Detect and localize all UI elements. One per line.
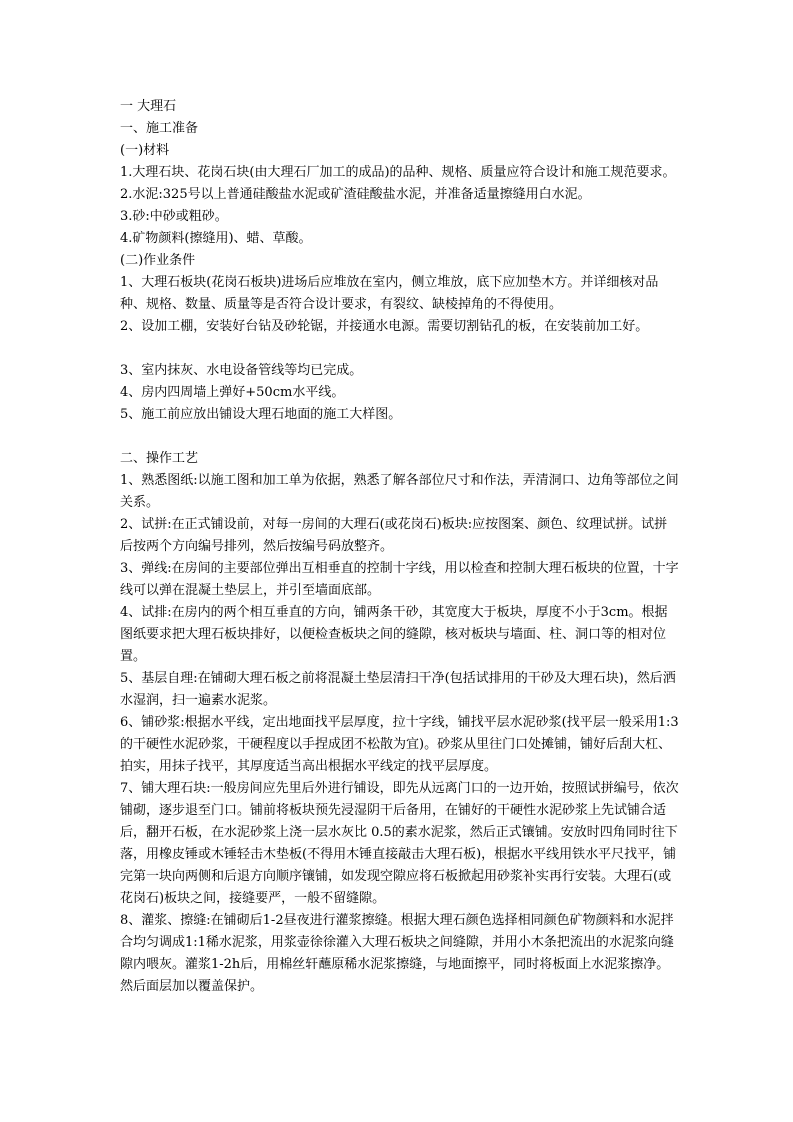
- materials-item: 2.水泥:325号以上普通硅酸盐水泥或矿渣硅酸盐水泥，并准备适量擦缝用白水泥。: [120, 187, 591, 202]
- process-step: 6、铺砂浆:根据水平线，定出地面找平层厚度，拉十字线，铺找平层水泥砂浆(找平层一般采用1:3的干硬性水泥砂浆，干硬程度以手捏成团不松散为宜)。砂浆从里往门口处摊铺，铺好后刮大杠、拍实，用抹子找平，其厚度适当高出根据水平线定的找平层厚度。: [120, 715, 679, 774]
- process-step: 5、基层自理:在铺砌大理石板之前将混凝土垫层清扫干净(包括试排用的干砂及大理石块)，然后洒水湿润，扫一遍素水泥浆。: [120, 671, 676, 708]
- process-step: 8、灌浆、擦缝:在铺砌后1-2昼夜进行灌浆擦缝。根据大理石颜色选择相同颜色矿物颜料和水泥拌合均匀调成1:1稀水泥浆，用浆壶徐徐灌入大理石板块之间缝隙，并用小木条把流出的水泥浆向缝隙内喂灰。灌浆1-2h后，用棉丝轩蘸原稀水泥浆擦缝，与地面擦平，同时将板面上水泥浆擦净。然后面层加以覆盖保护。: [120, 913, 674, 994]
- conditions-item: 1、大理石板块(花岗石板块)进场后应堆放在室内，侧立堆放，底下应加垫木方。并详细核对品种、规格、数量、质量等是否符合设计要求，有裂纹、缺棱掉角的不得使用。: [120, 275, 659, 312]
- conditions-item: 4、房内四周墙上弹好+50cm水平线。: [120, 385, 345, 400]
- section-heading-process: 二、操作工艺: [120, 451, 199, 466]
- subsection-heading-conditions: (二)作业条件: [120, 253, 196, 268]
- process-step: 2、试拼:在正式铺设前，对每一房间的大理石(或花岗石)板块:应按图案、颜色、纹理试拼。试拼后按两个方向编号排列，然后按编号码放整齐。: [120, 517, 668, 554]
- document-body: [120, 96, 680, 998]
- process-step: 7、铺大理石块:一般房间应先里后外进行铺设，即先从远离门口的一边开始，按照试拼编号，依次铺砌，逐步退至门口。铺前将板块预先浸湿阴干后备用，在铺好的干硬性水泥砂浆上先试铺合适后，翻开石板，在水泥砂浆上浇一层水灰比 0.5的素水泥浆，然后正式镶铺。安放时四角同时往下落，用橡皮锤或木锤轻击木垫板(不得用木锤直接敲击大理石板)，根据水平线用铁水平尺找平，铺完第一块向两侧和后退方向顺序镶铺，如发现空隙应将石板掀起用砂浆补实再行安装。大理石(或花岗石)板块之间，接缝要严，一般不留缝隙。: [120, 781, 679, 906]
- subsection-heading-materials: (一)材料: [120, 143, 170, 158]
- conditions-item: 5、施工前应放出铺设大理石地面的施工大样图。: [120, 407, 402, 422]
- materials-item: 3.砂:中砂或粗砂。: [120, 209, 228, 224]
- paragraph-spacer: [120, 338, 680, 360]
- process-step: 3、弹线:在房间的主要部位弹出互相垂直的控制十字线，用以检查和控制大理石板块的位置，十字线可以弹在混凝土垫层上，并引至墙面底部。: [120, 561, 679, 598]
- conditions-item: 3、室内抹灰、水电设备管线等均已完成。: [120, 363, 363, 378]
- document-title: 一 大理石: [120, 99, 177, 114]
- materials-item: 4.矿物颜料(擦缝用)、蜡、草酸。: [120, 231, 312, 246]
- materials-item: 1.大理石块、花岗石块(由大理石厂加工的成品)的品种、规格、质量应符合设计和施工规范要求。: [120, 165, 676, 180]
- process-step: 1、熟悉图纸:以施工图和加工单为依据，熟悉了解各部位尺寸和作法，弄清洞口、边角等部位之间关系。: [120, 473, 679, 510]
- process-step: 4、试排:在房内的两个相互垂直的方向，铺两条干砂，其宽度大于板块，厚度不小于3cm。根据图纸要求把大理石板块排好，以便检查板块之间的缝隙，核对板块与墙面、柱、洞口等的相对位置。: [120, 605, 668, 664]
- paragraph-spacer: [120, 426, 680, 448]
- section-heading-preparation: 一、施工准备: [120, 121, 199, 136]
- conditions-item: 2、设加工棚，安装好台钻及砂轮锯，并接通水电源。需要切割钻孔的板，在安装前加工好。: [120, 319, 649, 334]
